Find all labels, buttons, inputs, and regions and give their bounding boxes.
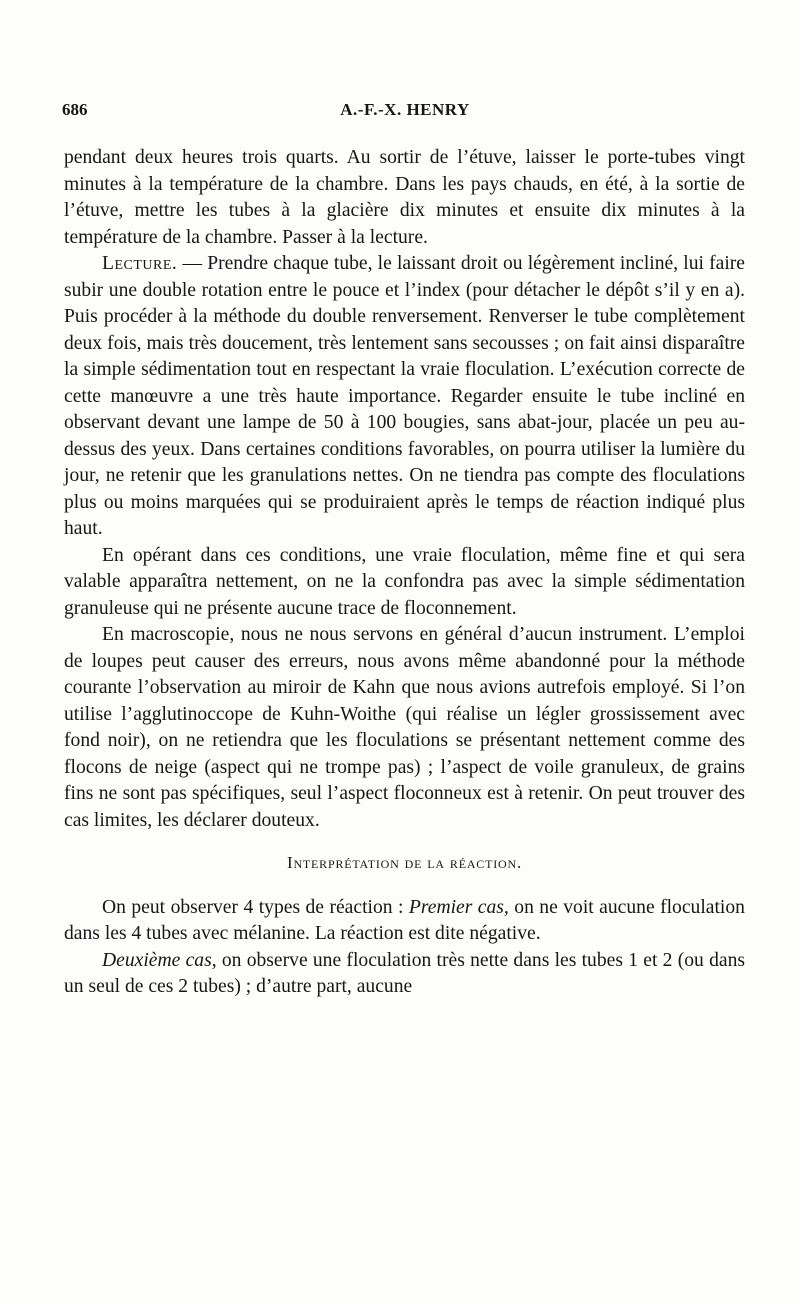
- deuxieme-cas-text: on observe une floculation très nette dans les tubes 1 et 2 (ou dans un seul de ces 2 tubes) ; d’autre part, aucune: [64, 949, 745, 997]
- lecture-text: — Prendre chaque tube, le laissant droit ou légèrement incliné, lui faire subir une double rotation entre le pouce et l’index (pour détacher le dépôt s’il y en a). Puis procéder à la méthode du double renversement. Renverser le tube complètement deux fois, mais très doucement, très lentement sans secousses ; on fait ainsi disparaître la simple sédimentation tout en respectant la vraie floculation. L’exécution correcte de cette manœuvre a une très haute importance. Regarder ensuite le tube incliné en observant devant une lampe de 50 à 100 bougies, sans abat-jour, placée un peu au-dessus des yeux. Dans certaines conditions favorables, on pourra utiliser la lumière du jour, ne retenir que les granulations nettes. On ne tiendra pas compte des floculations plus ou moins marquées qui se produiraient après le temps de réaction indiqué plus haut.: [64, 253, 745, 539]
- section-heading: Interprétation de la réaction.: [286, 853, 523, 872]
- paragraph-premier-cas: [64, 895, 745, 948]
- page-header: [62, 100, 748, 130]
- paragraph-lecture: [64, 251, 745, 543]
- premier-cas-text: on ne voit aucune floculation dans les 4 tubes avec mélanine. La réaction est dite négative.: [64, 896, 745, 944]
- page-number: 686: [62, 100, 88, 119]
- premier-cas-intro: On peut observer 4 types de réaction :: [102, 896, 409, 918]
- paragraph-conditions: En opérant dans ces conditions, une vraie floculation, même fine et qui sera valable apparaîtra nettement, on ne la confondra pas avec la simple sédimentation granuleuse qui ne présente aucune trace de floconnement.: [64, 544, 745, 619]
- running-head: A.-F.-X. HENRY: [340, 100, 470, 119]
- body-text: [64, 145, 745, 1001]
- paragraph-continued: pendant deux heures trois quarts. Au sortir de l’étuve, laisser le porte-tubes vingt minutes à la température de la chambre. Dans les pays chauds, en été, à la sortie de l’étuve, mettre les tubes à la glacière dix minutes et ensuite dix minutes à la température de la chambre. Passer à la lecture.: [64, 147, 745, 248]
- paragraph-deuxieme-cas: [64, 948, 745, 1001]
- lecture-lead-in: Lecture.: [102, 253, 178, 274]
- premier-cas-label: Premier cas,: [408, 896, 509, 918]
- paragraph-macroscopie: En macroscopie, nous ne nous servons en général d’aucun instrument. L’emploi de loupes peut causer des erreurs, nous avons même abandonné pour la méthode courante l’observation au miroir de Kahn que nous avions autrefois employé. Si l’on utilise l’agglutinoccope de Kuhn-Woithe (qui réalise un légler grossissement avec fond noir), on ne retiendra que les floculations se présentant nettement comme des flocons de neige (aspect qui ne trompe pas) ; l’aspect de voile granuleux, de grains fins ne sont pas spécifiques, seul l’aspect floconneux est à retenir. On peut trouver des cas limites, les déclarer douteux.: [64, 624, 745, 831]
- deuxieme-cas-label: Deuxième cas,: [102, 949, 217, 971]
